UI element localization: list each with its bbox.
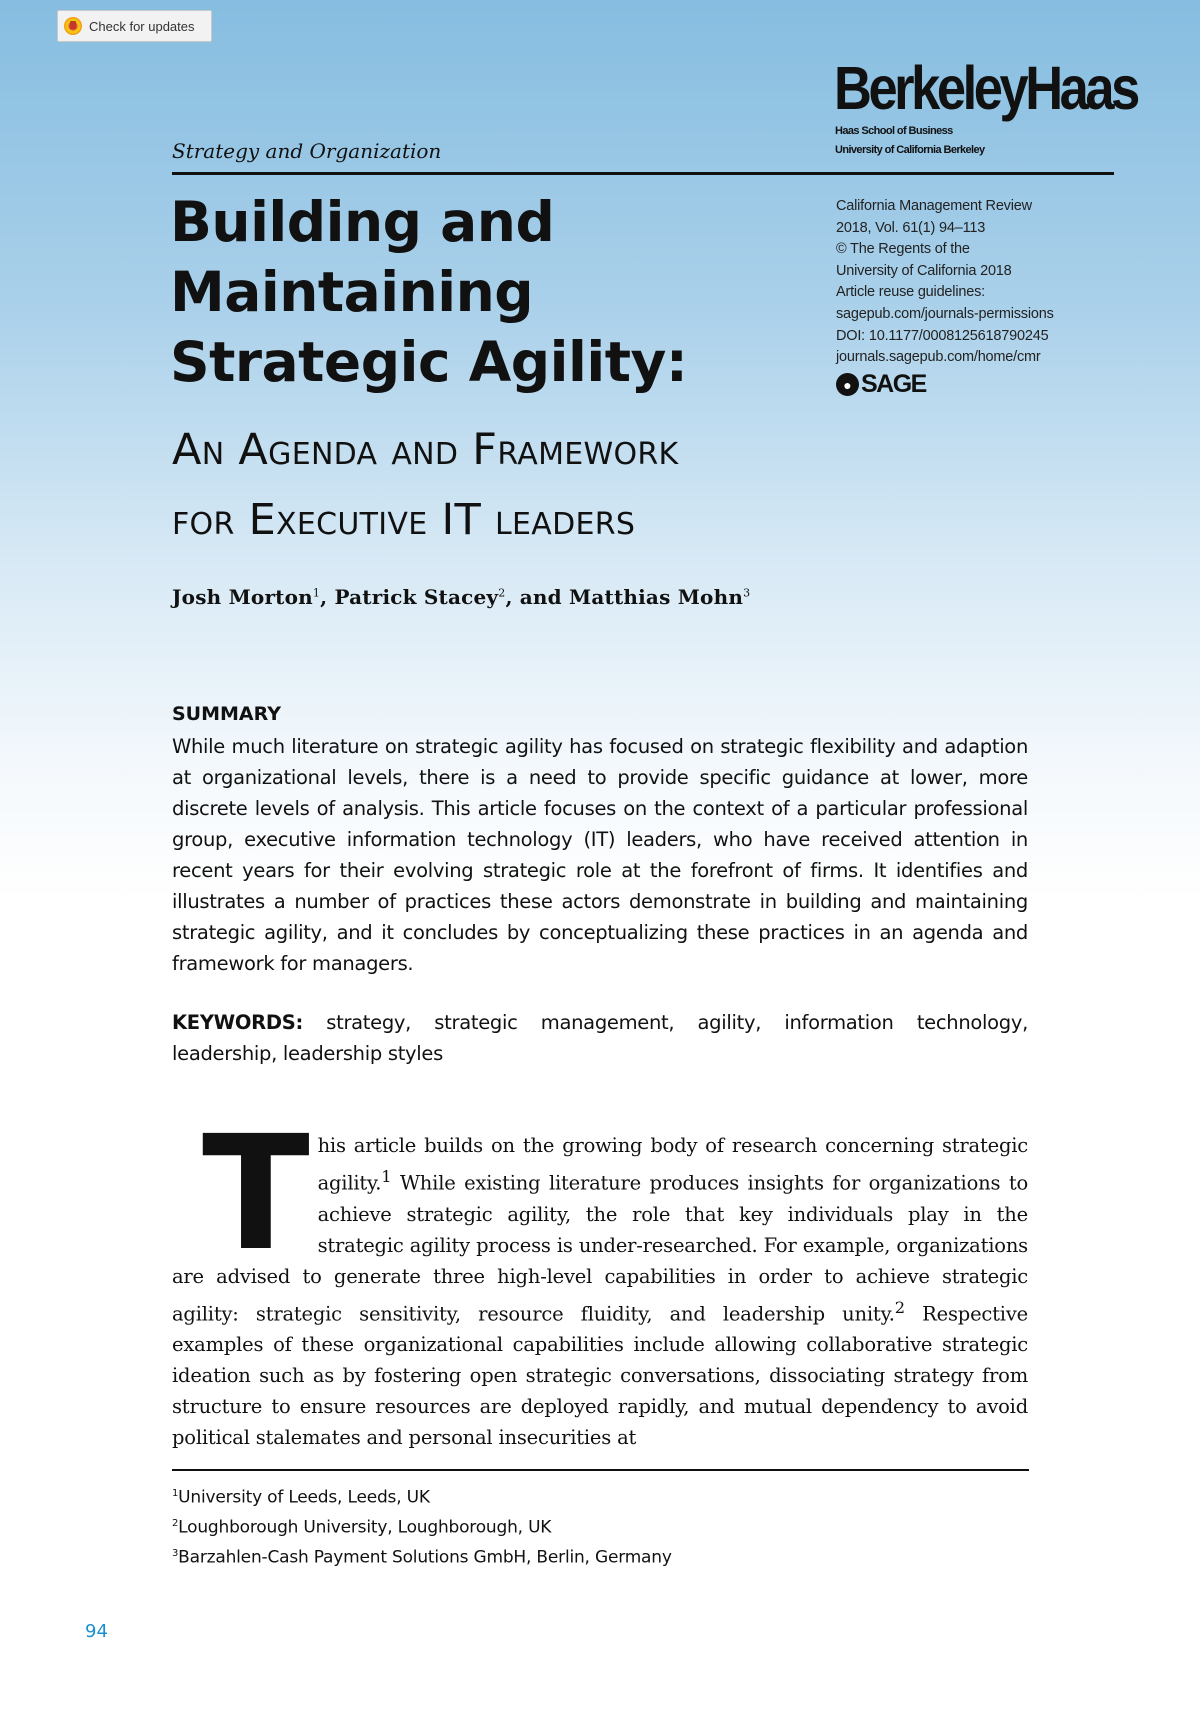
- footnote-rule: [172, 1469, 1029, 1471]
- journal-volume: 2018, Vol. 61(1) 94–113: [836, 219, 986, 236]
- footnotes: [172, 1481, 672, 1571]
- body-paragraph: [172, 1102, 1028, 1453]
- body-text-b: While existing literature produces insights for organizations to achieve strategic agility, the role that key individuals play in the strategic agility process is under-researched. For example, organizations are advised to generate three high-level capabilities in order to achieve strategic agility: strategic sensitivity, resource fluidity, and leadership unity.: [172, 1171, 1028, 1325]
- crossmark-icon: [64, 17, 82, 35]
- author-affiliation-mark: 3: [743, 586, 751, 600]
- copyright-line: © The Regents of the: [836, 241, 970, 258]
- summary-heading: SUMMARY: [172, 703, 281, 725]
- sage-mark-icon: ●: [836, 373, 859, 396]
- author-separator: , and: [505, 585, 570, 609]
- journal-info: [836, 196, 1101, 369]
- journal-home-link[interactable]: journals.sagepub.com/home/cmr: [836, 349, 1041, 366]
- sage-logo: [836, 370, 926, 399]
- author-affiliation-mark: 1: [312, 586, 321, 600]
- keywords-text: strategy, strategic management, agility, information technology, leadership, leadership styles: [172, 1011, 1028, 1065]
- author-affiliation-mark: 2: [498, 586, 506, 600]
- logo-line-university: University of California Berkeley: [835, 144, 985, 156]
- subtitle-line: for Executive IT leaders: [172, 495, 636, 545]
- berkeley-haas-logo: BerkeleyHaas: [834, 54, 1137, 122]
- reuse-label: Article reuse guidelines:: [836, 284, 985, 301]
- footnote: [172, 1481, 672, 1511]
- footnote-mark: 3: [172, 1548, 179, 1560]
- permissions-link[interactable]: sagepub.com/journals-permissions: [836, 305, 1054, 322]
- keywords: [172, 1007, 1028, 1069]
- journal-name: California Management Review: [836, 198, 1032, 214]
- check-for-updates-button[interactable]: [57, 10, 212, 42]
- footnote-mark: 2: [172, 1518, 179, 1530]
- author-name: Patrick Stacey: [334, 585, 499, 609]
- header-rule: [172, 172, 1114, 175]
- title-line: Building and: [170, 190, 555, 254]
- body-text-a: his article builds on the growing body of research concerning strategic agility.: [317, 1134, 1028, 1195]
- sage-wordmark: SAGE: [861, 370, 926, 398]
- title-line: Strategic Agility:: [170, 330, 688, 394]
- author-list: [172, 585, 750, 609]
- footnote: [172, 1541, 672, 1571]
- page-number: 94: [85, 1621, 108, 1642]
- copyright-line: University of California 2018: [836, 262, 1012, 279]
- subtitle-line: An Agenda and Framework: [172, 425, 679, 475]
- author-name: Matthias Mohn: [569, 585, 744, 609]
- title-line: Maintaining: [170, 260, 534, 324]
- article-title: [170, 187, 810, 397]
- logo-line-school: Haas School of Business: [835, 125, 953, 137]
- author-name: Josh Morton: [172, 585, 313, 609]
- footnote: [172, 1511, 672, 1541]
- article-subtitle: [172, 415, 812, 555]
- footnote-text: Barzahlen-Cash Payment Solutions GmbH, Berlin, Germany: [178, 1547, 672, 1568]
- footnote-mark: 1: [172, 1488, 179, 1499]
- check-for-updates-label: Check for updates: [89, 18, 195, 34]
- citation-mark[interactable]: 1: [381, 1167, 392, 1186]
- citation-mark[interactable]: 2: [894, 1297, 905, 1317]
- author-separator: ,: [320, 585, 335, 609]
- drop-cap: T: [202, 1102, 310, 1286]
- keywords-label: KEYWORDS:: [172, 1011, 303, 1034]
- doi-link[interactable]: DOI: 10.1177/0008125618790245: [836, 327, 1049, 344]
- footnote-text: University of Leeds, Leeds, UK: [178, 1487, 430, 1508]
- summary-text: While much literature on strategic agility has focused on strategic flexibility and adaption at organizational levels, there is a need to provide specific guidance at lower, more discrete levels of analysis. This article focuses on the context of a particular professional group, executive information technology (IT) leaders, who have received attention in recent years for their evolving strategic role at the forefront of firms. It identifies and illustrates a number of practices these actors demonstrate in building and maintaining strategic agility, and it concludes by conceptualizing these practices in an agenda and framework for managers.: [172, 735, 1028, 975]
- footnote-text: Loughborough University, Loughborough, UK: [178, 1517, 552, 1538]
- section-label: Strategy and Organization: [172, 139, 442, 163]
- body-text-c: Respective examples of these organizational capabilities include allowing collaborative strategic ideation such as by fostering open strategic conversations, dissociating strategy from structure to ensure resources are deployed rapidly, and mutual dependency to avoid political stalemates and personal insecurities at: [172, 1302, 1028, 1449]
